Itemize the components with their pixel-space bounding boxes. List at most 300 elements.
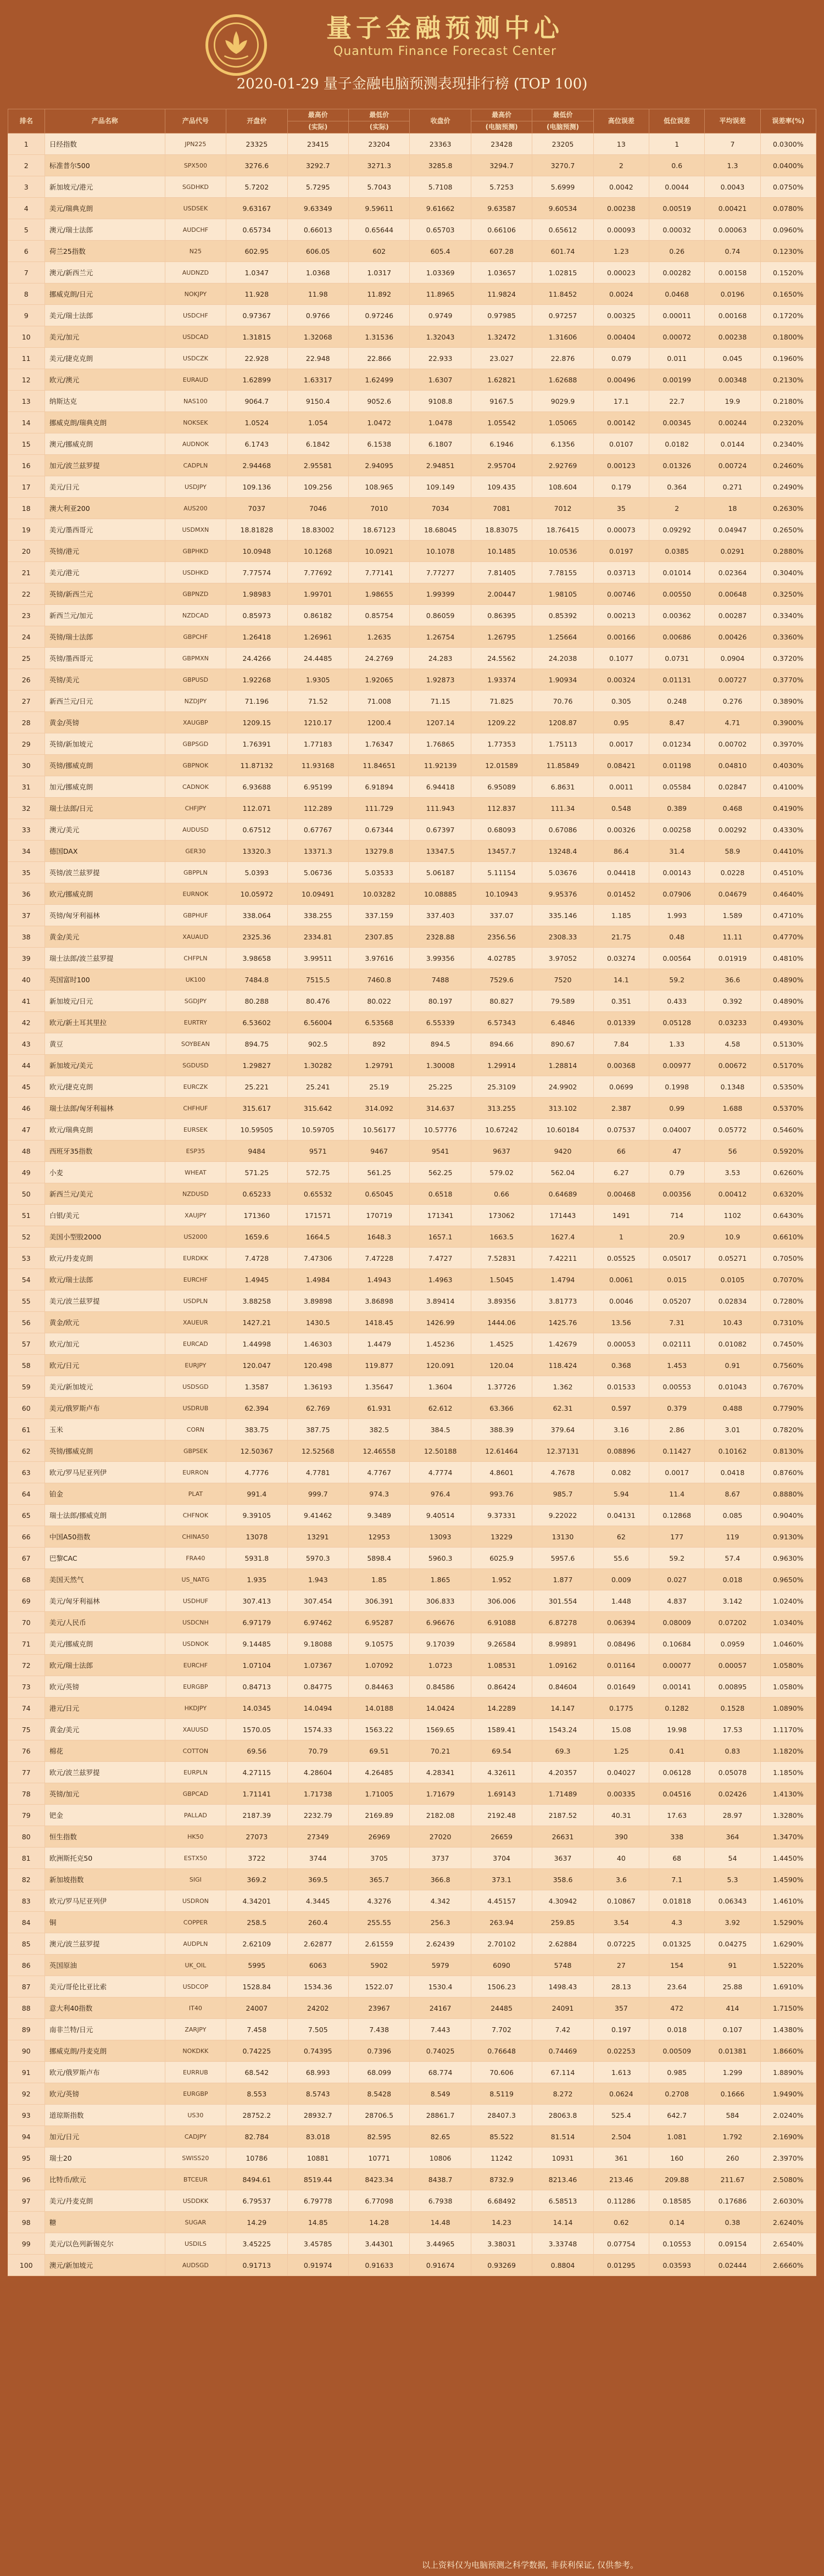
cell-rank: 42 (8, 1012, 45, 1033)
cell-high-error: 5.94 (593, 1483, 649, 1505)
cell-low-predicted: 28063.8 (532, 2105, 593, 2126)
cell-low-error: 0.05017 (649, 1248, 705, 1269)
cell-high-predicted: 2.95704 (471, 455, 532, 476)
cell-name: 美元/丹麦克朗 (44, 2190, 165, 2212)
cell-code: NOKDKK (165, 2040, 226, 2062)
cell-close: 306.833 (410, 1590, 471, 1612)
cell-error-rate: 0.8880% (760, 1483, 816, 1505)
cell-close: 12.50188 (410, 1440, 471, 1462)
cell-avg-error: 58.9 (705, 841, 760, 862)
cell-open: 4.34201 (226, 1890, 287, 1912)
cell-low-error: 1.993 (649, 905, 705, 926)
cell-high-error: 0.06394 (593, 1612, 649, 1633)
cell-high-error: 0.0624 (593, 2083, 649, 2105)
cell-rank: 89 (8, 2019, 45, 2040)
cell-high-actual: 0.74395 (287, 2040, 348, 2062)
cell-low-actual: 5.03533 (348, 862, 409, 883)
cell-close: 22.933 (410, 348, 471, 369)
cell-code: NZDUSD (165, 1183, 226, 1205)
table-row (8, 1612, 816, 1633)
cell-error-rate: 1.4450% (760, 1848, 816, 1869)
cell-high-predicted: 10.1485 (471, 541, 532, 562)
table-row (8, 1183, 816, 1205)
table-row (8, 841, 816, 862)
cell-high-actual: 387.75 (287, 1419, 348, 1440)
cell-rank: 18 (8, 498, 45, 519)
cell-avg-error: 0.00063 (705, 219, 760, 241)
cell-high-predicted: 1.32472 (471, 326, 532, 348)
cell-close: 6.7938 (410, 2190, 471, 2212)
cell-high-predicted: 5.7253 (471, 176, 532, 198)
cell-low-error: 0.01131 (649, 669, 705, 691)
cell-error-rate: 0.7280% (760, 1290, 816, 1312)
cell-high-error: 0.00166 (593, 626, 649, 648)
cell-close: 71.15 (410, 691, 471, 712)
cell-rank: 63 (8, 1462, 45, 1483)
cell-high-actual: 9571 (287, 1140, 348, 1162)
cell-name: 黄金/英镑 (44, 712, 165, 733)
cell-high-actual: 1.054 (287, 412, 348, 433)
cell-close: 9.40514 (410, 1505, 471, 1526)
cell-error-rate: 0.2460% (760, 455, 816, 476)
cell-high-predicted: 6.57343 (471, 1012, 532, 1033)
cell-high-predicted: 607.28 (471, 241, 532, 262)
cell-code: EURCAD (165, 1333, 226, 1355)
cell-low-actual: 1.98655 (348, 583, 409, 605)
cell-open: 10.59505 (226, 1119, 287, 1140)
cell-rank: 54 (8, 1269, 45, 1290)
table-row (8, 219, 816, 241)
cell-open: 383.75 (226, 1419, 287, 1440)
cell-name: 欧元/新土耳其里拉 (44, 1012, 165, 1033)
cell-low-predicted: 24091 (532, 1998, 593, 2019)
cell-high-error: 0.00746 (593, 583, 649, 605)
table-row (8, 712, 816, 733)
cell-low-error: 0.01234 (649, 733, 705, 755)
cell-open: 171360 (226, 1205, 287, 1226)
cell-high-error: 0.62 (593, 2212, 649, 2233)
table-row (8, 133, 816, 155)
cell-error-rate: 1.0460% (760, 1633, 816, 1655)
cell-low-actual: 9.10575 (348, 1633, 409, 1655)
cell-name: 美元/挪威克朗 (44, 1633, 165, 1655)
cell-low-actual: 1.4943 (348, 1269, 409, 1290)
cell-rank: 50 (8, 1183, 45, 1205)
cell-name: 英镑/挪威克朗 (44, 1440, 165, 1462)
cell-close: 9541 (410, 1140, 471, 1162)
cell-rank: 72 (8, 1655, 45, 1676)
cell-name: 标准普尔500 (44, 155, 165, 176)
cell-name: 澳元/新加坡元 (44, 2255, 165, 2276)
cell-open: 9.39105 (226, 1505, 287, 1526)
cell-open: 7.4728 (226, 1248, 287, 1269)
cell-name: 瑞士法郎/挪威克朗 (44, 1505, 165, 1526)
cell-high-predicted: 0.93269 (471, 2255, 532, 2276)
cell-avg-error: 3.01 (705, 1419, 760, 1440)
cell-avg-error: 0.276 (705, 691, 760, 712)
cell-open: 3276.6 (226, 155, 287, 176)
cell-rank: 57 (8, 1333, 45, 1355)
cell-error-rate: 0.5130% (760, 1033, 816, 1055)
cell-close: 82.65 (410, 2126, 471, 2147)
cell-high-predicted: 2.00447 (471, 583, 532, 605)
cell-low-actual: 61.931 (348, 1398, 409, 1419)
cell-low-actual: 12953 (348, 1526, 409, 1548)
cell-high-predicted: 7529.6 (471, 969, 532, 991)
table-row (8, 1333, 816, 1355)
table-row (8, 1590, 816, 1612)
cell-error-rate: 2.6030% (760, 2190, 816, 2212)
cell-avg-error: 0.00287 (705, 605, 760, 626)
cell-avg-error: 0.02444 (705, 2255, 760, 2276)
cell-open: 0.85973 (226, 605, 287, 626)
cell-close: 0.67397 (410, 819, 471, 841)
cell-close: 18.68045 (410, 519, 471, 541)
cell-high-actual: 14.85 (287, 2212, 348, 2233)
cell-rank: 82 (8, 1869, 45, 1890)
cell-high-actual: 7.47306 (287, 1248, 348, 1269)
table-row (8, 2233, 816, 2255)
cell-error-rate: 1.1170% (760, 1719, 816, 1740)
cell-low-predicted: 3.81773 (532, 1290, 593, 1312)
cell-low-predicted: 10931 (532, 2147, 593, 2169)
cell-low-predicted: 335.146 (532, 905, 593, 926)
cell-high-predicted: 7.81405 (471, 562, 532, 583)
cell-low-actual: 7.438 (348, 2019, 409, 2040)
cell-error-rate: 0.2180% (760, 391, 816, 412)
cell-high-actual: 3.89898 (287, 1290, 348, 1312)
cell-error-rate: 0.0750% (760, 176, 816, 198)
cell-low-actual: 1.07092 (348, 1655, 409, 1676)
table-row (8, 198, 816, 219)
cell-rank: 48 (8, 1140, 45, 1162)
cell-close: 5960.3 (410, 1548, 471, 1569)
cell-avg-error: 0.1348 (705, 1076, 760, 1098)
cell-code: USDHUF (165, 1590, 226, 1612)
cell-low-error: 0.00199 (649, 369, 705, 391)
cell-high-predicted: 14.23 (471, 2212, 532, 2233)
cell-rank: 91 (8, 2062, 45, 2083)
cell-low-error: 0.6 (649, 155, 705, 176)
cell-avg-error: 0.00727 (705, 669, 760, 691)
cell-low-error: 1.081 (649, 2126, 705, 2147)
cell-open: 24007 (226, 1998, 287, 2019)
cell-error-rate: 0.5920% (760, 1140, 816, 1162)
cell-low-predicted: 4.20357 (532, 1762, 593, 1783)
cell-close: 6.1807 (410, 433, 471, 455)
cell-low-predicted: 7.42211 (532, 1248, 593, 1269)
cell-rank: 25 (8, 648, 45, 669)
cell-avg-error: 17.53 (705, 1719, 760, 1740)
cell-high-error: 40.31 (593, 1805, 649, 1826)
cell-open: 2187.39 (226, 1805, 287, 1826)
cell-high-predicted: 12.61464 (471, 1440, 532, 1462)
col-avg-error: 平均误差 (705, 109, 760, 133)
cell-code: ESTX50 (165, 1848, 226, 1869)
cell-code: USDCNH (165, 1612, 226, 1633)
cell-code: AUDSGD (165, 2255, 226, 2276)
cell-low-predicted: 1.71489 (532, 1783, 593, 1805)
cell-low-error: 472 (649, 1998, 705, 2019)
cell-low-error: 31.4 (649, 841, 705, 862)
cell-low-predicted: 1.25664 (532, 626, 593, 648)
cell-avg-error: 3.92 (705, 1912, 760, 1933)
cell-close: 337.403 (410, 905, 471, 926)
cell-code: NOKJPY (165, 283, 226, 305)
table-row (8, 2147, 816, 2169)
cell-code: GBPCAD (165, 1783, 226, 1805)
cell-code: USDMXN (165, 519, 226, 541)
cell-open: 69.56 (226, 1740, 287, 1762)
cell-low-actual: 3271.3 (348, 155, 409, 176)
cell-high-error: 0.03274 (593, 948, 649, 969)
cell-high-predicted: 3.38031 (471, 2233, 532, 2255)
cell-low-error: 0.07906 (649, 883, 705, 905)
col-high-error: 高位误差 (593, 109, 649, 133)
cell-error-rate: 1.5290% (760, 1912, 816, 1933)
cell-name: 新西兰元/美元 (44, 1183, 165, 1205)
cell-low-error: 20.9 (649, 1226, 705, 1248)
cell-name: 欧元/挪威克朗 (44, 883, 165, 905)
cell-error-rate: 0.3770% (760, 669, 816, 691)
cell-close: 2.94851 (410, 455, 471, 476)
cell-close: 976.4 (410, 1483, 471, 1505)
cell-code: FRA40 (165, 1548, 226, 1569)
cell-error-rate: 0.4770% (760, 926, 816, 948)
cell-low-predicted: 9420 (532, 1140, 593, 1162)
cell-open: 13320.3 (226, 841, 287, 862)
cell-low-error: 0.14 (649, 2212, 705, 2233)
cell-avg-error: 0.03233 (705, 1012, 760, 1033)
cell-name: 黄金/欧元 (44, 1312, 165, 1333)
cell-low-predicted: 1.98105 (532, 583, 593, 605)
cell-name: 黄金/美元 (44, 1719, 165, 1740)
cell-low-predicted: 601.74 (532, 241, 593, 262)
cell-high-predicted: 1.62821 (471, 369, 532, 391)
cell-open: 4.7776 (226, 1462, 287, 1483)
cell-open: 6.1743 (226, 433, 287, 455)
cell-low-actual: 6.77098 (348, 2190, 409, 2212)
cell-high-error: 0.03713 (593, 562, 649, 583)
cell-open: 68.542 (226, 2062, 287, 2083)
table-row (8, 176, 816, 198)
cell-high-actual: 1.943 (287, 1569, 348, 1590)
table-row (8, 1226, 816, 1248)
cell-error-rate: 0.5460% (760, 1119, 816, 1140)
cell-high-error: 13.56 (593, 1312, 649, 1333)
cell-low-error: 160 (649, 2147, 705, 2169)
cell-code: USDJPY (165, 476, 226, 498)
cell-code: SOYBEAN (165, 1033, 226, 1055)
cell-high-actual: 902.5 (287, 1033, 348, 1055)
cell-high-predicted: 306.006 (471, 1590, 532, 1612)
cell-open: 109.136 (226, 476, 287, 498)
cell-code: USDDKK (165, 2190, 226, 2212)
cell-close: 111.943 (410, 798, 471, 819)
cell-code: BTCEUR (165, 2169, 226, 2190)
cell-rank: 66 (8, 1526, 45, 1548)
cell-avg-error: 364 (705, 1826, 760, 1848)
cell-low-actual: 0.85754 (348, 605, 409, 626)
cell-error-rate: 0.9040% (760, 1505, 816, 1526)
cell-high-predicted: 4.32611 (471, 1762, 532, 1783)
cell-error-rate: 1.0240% (760, 1590, 816, 1612)
cell-high-predicted: 13229 (471, 1526, 532, 1548)
cell-code: EURGBP (165, 2083, 226, 2105)
table-row (8, 262, 816, 283)
cell-error-rate: 0.2650% (760, 519, 816, 541)
cell-low-predicted: 9.60534 (532, 198, 593, 219)
cell-high-error: 27 (593, 1955, 649, 1976)
cell-high-error: 0.01295 (593, 2255, 649, 2276)
cell-low-actual: 26969 (348, 1826, 409, 1848)
subcol-low-actual: (实际) (348, 121, 409, 133)
cell-avg-error: 1.792 (705, 2126, 760, 2147)
brand-name-cn: 量子金融预测中心 (326, 13, 564, 43)
cell-high-error: 1.25 (593, 1740, 649, 1762)
cell-high-actual: 11.93168 (287, 755, 348, 776)
cell-rank: 73 (8, 1676, 45, 1698)
cell-rank: 61 (8, 1419, 45, 1440)
cell-high-predicted: 6.95089 (471, 776, 532, 798)
cell-low-error: 0.10553 (649, 2233, 705, 2255)
table-row (8, 691, 816, 712)
cell-high-predicted: 18.83075 (471, 519, 532, 541)
cell-avg-error: 0.01919 (705, 948, 760, 969)
cell-name: 加元/日元 (44, 2126, 165, 2147)
table-row (8, 1998, 816, 2019)
cell-low-predicted: 6.58513 (532, 2190, 593, 2212)
cell-code: XAUUSD (165, 1719, 226, 1740)
cell-avg-error: 211.67 (705, 2169, 760, 2190)
cell-low-predicted: 2187.52 (532, 1805, 593, 1826)
cell-high-predicted: 579.02 (471, 1162, 532, 1183)
cell-avg-error: 5.3 (705, 1869, 760, 1890)
cell-error-rate: 0.9630% (760, 1548, 816, 1569)
cell-avg-error: 0.0904 (705, 648, 760, 669)
cell-low-actual: 2307.85 (348, 926, 409, 948)
cell-code: NZDJPY (165, 691, 226, 712)
cell-low-predicted: 3.97052 (532, 948, 593, 969)
cell-code: US2000 (165, 1226, 226, 1248)
cell-low-actual: 119.877 (348, 1355, 409, 1376)
cell-low-error: 338 (649, 1826, 705, 1848)
cell-rank: 49 (8, 1162, 45, 1183)
cell-code: SPX500 (165, 155, 226, 176)
cell-rank: 71 (8, 1633, 45, 1655)
cell-high-actual: 3744 (287, 1848, 348, 1869)
cell-error-rate: 0.4510% (760, 862, 816, 883)
cell-name: 西班牙35指数 (44, 1140, 165, 1162)
cell-name: 欧元/日元 (44, 1355, 165, 1376)
cell-name: 欧元/英镑 (44, 1676, 165, 1698)
cell-high-actual: 9.41462 (287, 1505, 348, 1526)
cell-error-rate: 1.1850% (760, 1762, 816, 1783)
cell-low-predicted: 6.87278 (532, 1612, 593, 1633)
table-row (8, 1890, 816, 1912)
cell-name: 英镑/匈牙利福林 (44, 905, 165, 926)
cell-close: 5.7108 (410, 176, 471, 198)
cell-low-actual: 71.008 (348, 691, 409, 712)
cell-error-rate: 0.0960% (760, 219, 816, 241)
cell-error-rate: 2.6540% (760, 2233, 816, 2255)
cell-rank: 26 (8, 669, 45, 691)
cell-high-predicted: 3.89356 (471, 1290, 532, 1312)
cell-close: 8438.7 (410, 2169, 471, 2190)
cell-error-rate: 0.3900% (760, 712, 816, 733)
cell-low-actual: 9.59611 (348, 198, 409, 219)
cell-close: 9108.8 (410, 391, 471, 412)
cell-open: 1.44998 (226, 1333, 287, 1355)
cell-name: 澳元/新西兰元 (44, 262, 165, 283)
cell-high-error: 357 (593, 1998, 649, 2019)
cell-low-predicted: 69.3 (532, 1740, 593, 1762)
cell-rank: 17 (8, 476, 45, 498)
cell-close: 3285.8 (410, 155, 471, 176)
cell-avg-error: 11.11 (705, 926, 760, 948)
cell-code: EURAUD (165, 369, 226, 391)
cell-open: 1.0347 (226, 262, 287, 283)
cell-error-rate: 0.7050% (760, 1248, 816, 1269)
cell-error-rate: 0.7450% (760, 1333, 816, 1355)
cell-code: XAUJPY (165, 1205, 226, 1226)
cell-high-predicted: 9.37331 (471, 1505, 532, 1526)
cell-close: 3737 (410, 1848, 471, 1869)
cell-high-actual: 171571 (287, 1205, 348, 1226)
logo (205, 14, 267, 76)
table-row (8, 626, 816, 648)
cell-high-actual: 307.454 (287, 1590, 348, 1612)
cell-avg-error: 0.0418 (705, 1462, 760, 1483)
table-row (8, 455, 816, 476)
cell-low-predicted: 26631 (532, 1826, 593, 1848)
col-name: 产品名称 (44, 109, 165, 133)
cell-close: 894.5 (410, 1033, 471, 1055)
table-row (8, 755, 816, 776)
cell-code: ESP35 (165, 1140, 226, 1162)
cell-error-rate: 0.3340% (760, 605, 816, 626)
cell-avg-error: 0.07202 (705, 1612, 760, 1633)
cell-close: 14.48 (410, 2212, 471, 2233)
cell-low-error: 0.99 (649, 1098, 705, 1119)
cell-code: CADPLN (165, 455, 226, 476)
cell-low-actual: 1.85 (348, 1569, 409, 1590)
cell-low-error: 0.79 (649, 1162, 705, 1183)
cell-code: GBPNOK (165, 755, 226, 776)
cell-high-predicted: 8732.9 (471, 2169, 532, 2190)
cell-avg-error: 0.00057 (705, 1655, 760, 1676)
cell-close: 3.44965 (410, 2233, 471, 2255)
col-error-rate: 误差率(%) (760, 109, 816, 133)
cell-name: 小麦 (44, 1162, 165, 1183)
cell-close: 8.549 (410, 2083, 471, 2105)
cell-code: AUDCHF (165, 219, 226, 241)
cell-high-error: 0.00368 (593, 1055, 649, 1076)
table-row (8, 862, 816, 883)
cell-close: 10.57776 (410, 1119, 471, 1140)
cell-rank: 58 (8, 1355, 45, 1376)
cell-name: 加元/挪威克朗 (44, 776, 165, 798)
table-row (8, 1526, 816, 1548)
cell-error-rate: 0.1800% (760, 326, 816, 348)
cell-high-error: 0.01164 (593, 1655, 649, 1676)
table-row (8, 1140, 816, 1162)
cell-rank: 76 (8, 1740, 45, 1762)
cell-name: 比特币/欧元 (44, 2169, 165, 2190)
cell-code: NOKSEK (165, 412, 226, 433)
cell-low-actual: 1200.4 (348, 712, 409, 733)
cell-high-error: 15.08 (593, 1719, 649, 1740)
